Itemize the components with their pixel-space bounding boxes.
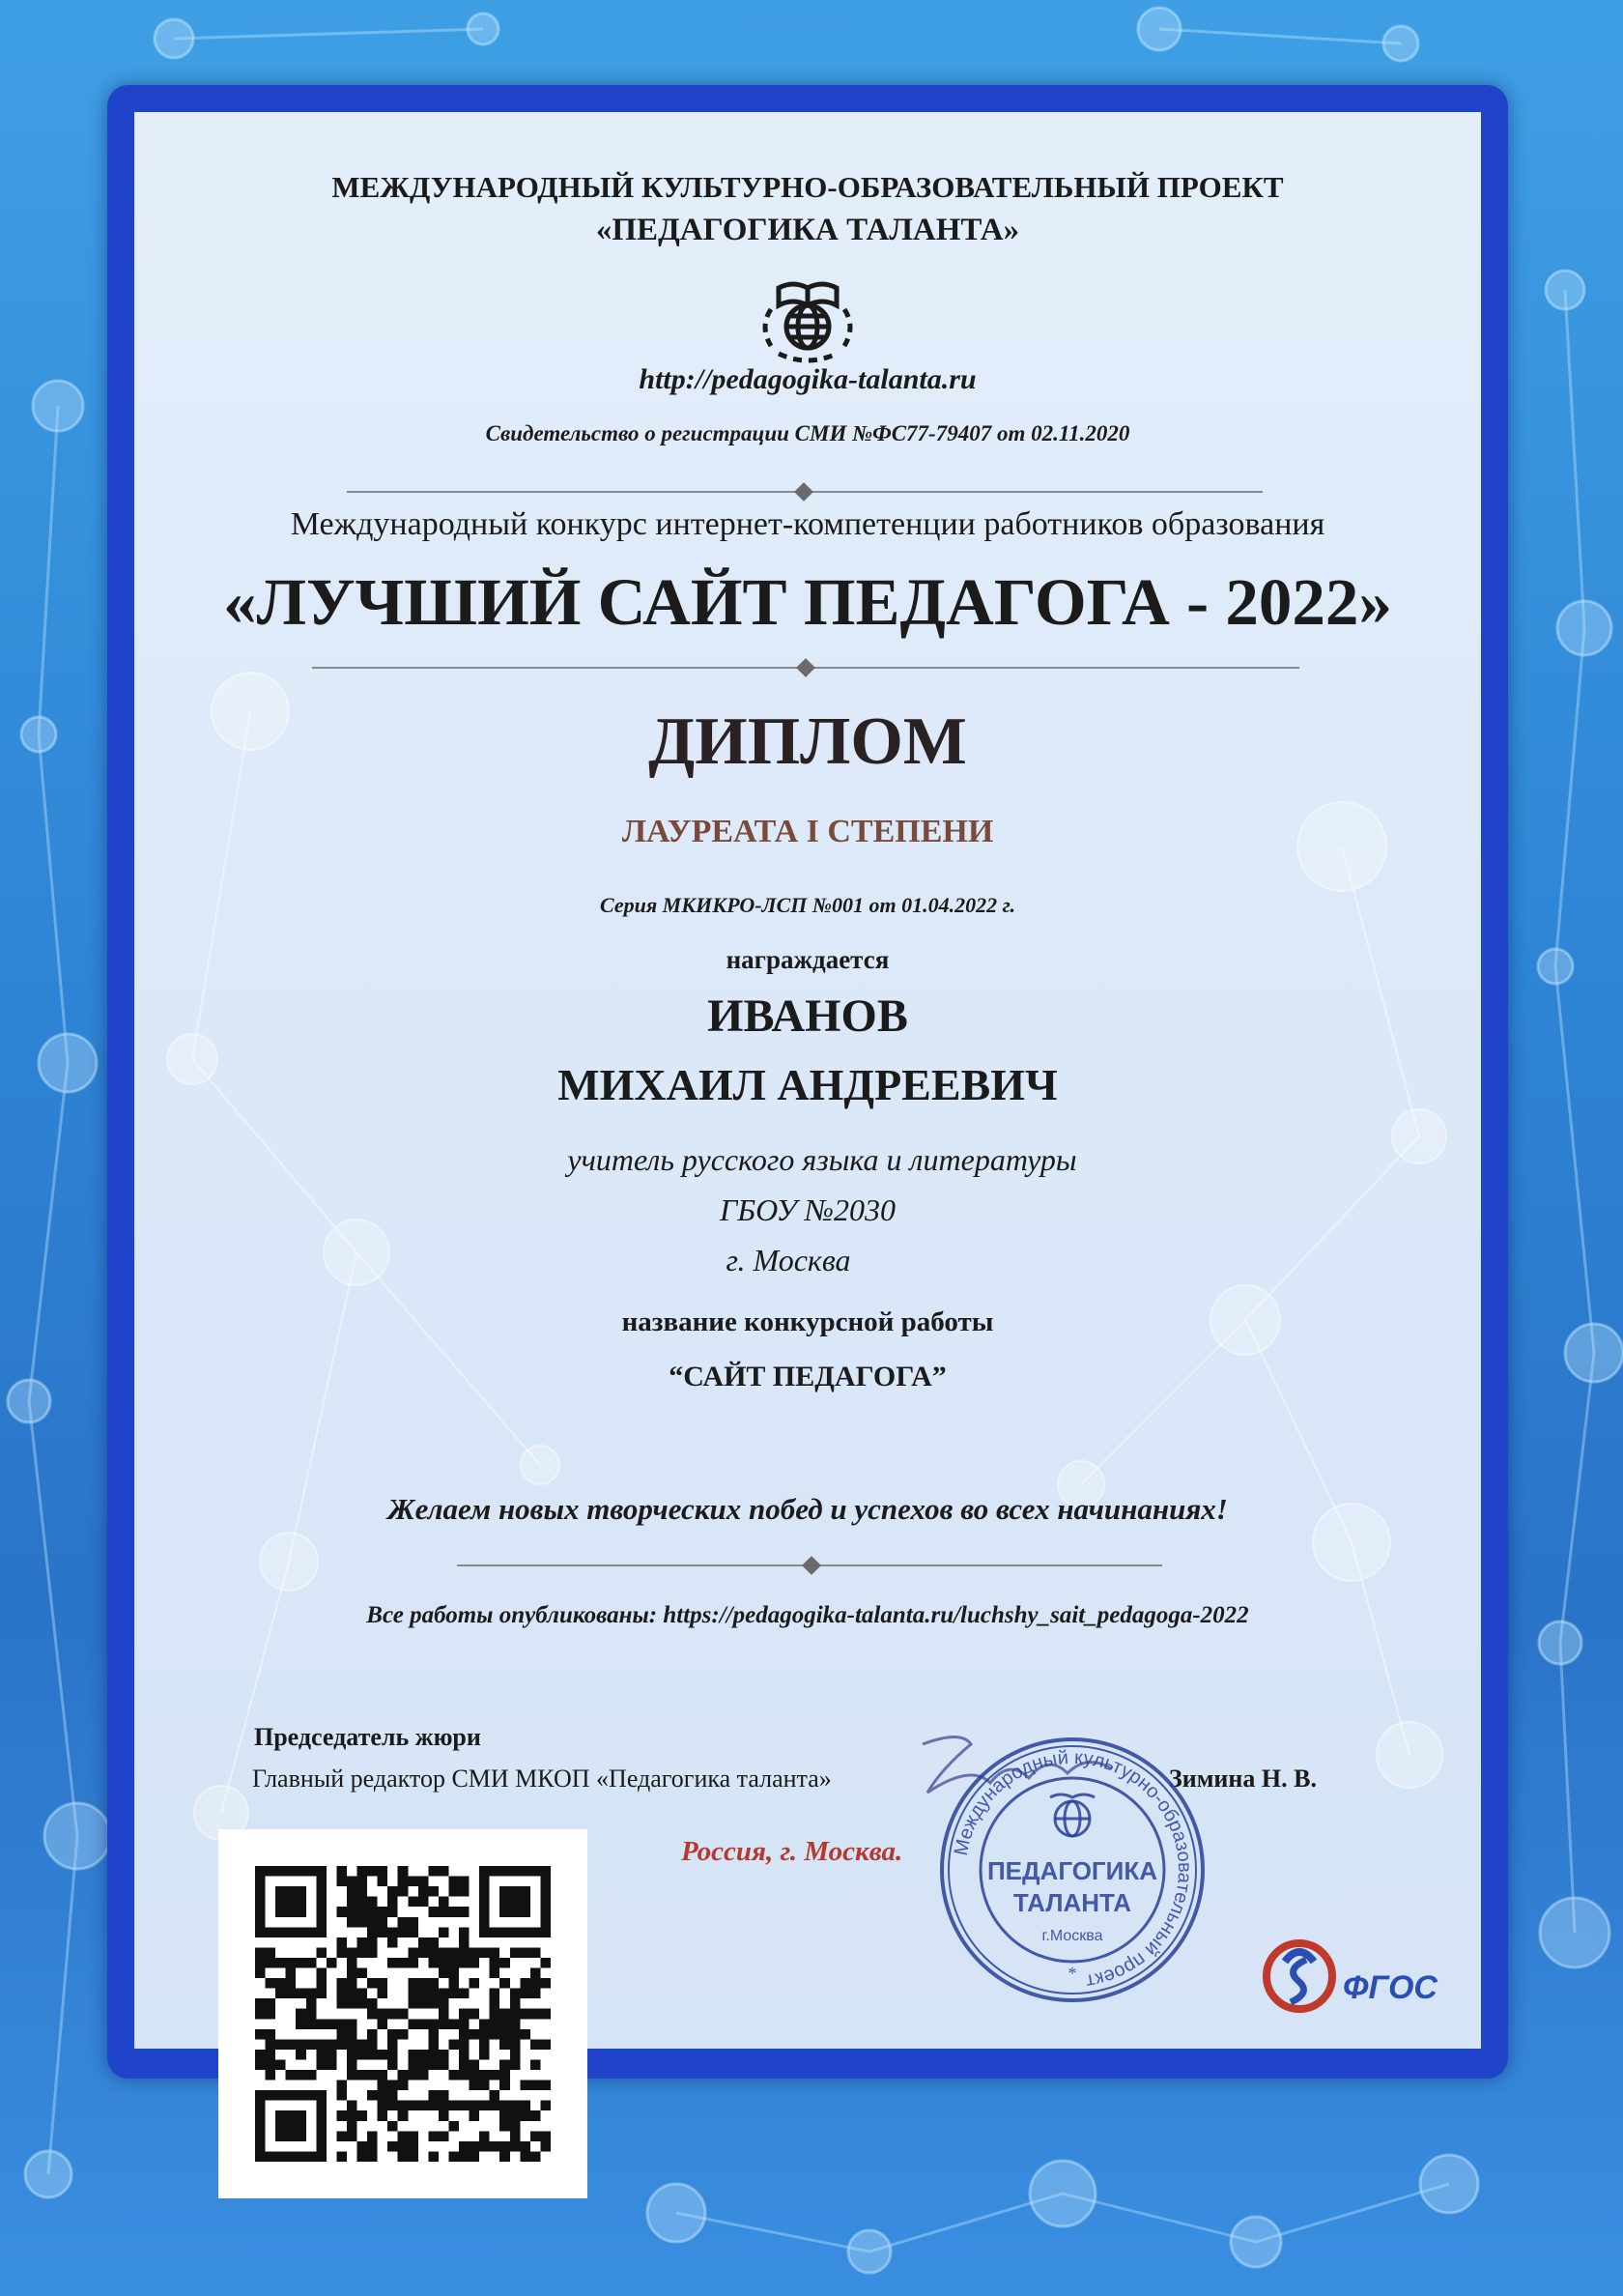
recipient-name: МИХАИЛ АНДРЕЕВИЧ: [557, 1060, 1058, 1109]
awarded-label: награждается: [726, 945, 890, 974]
certificate-sheet: [134, 112, 1481, 2049]
recipient-position: учитель русского языка и литературы: [567, 1142, 1077, 1177]
wish-text: Желаем новых творческих побед и успехов во всех начинаниях!: [387, 1492, 1228, 1526]
jury-chair-label: Председатель жюри: [254, 1723, 481, 1751]
stamp-center-line2: ТАЛАНТА: [1012, 1888, 1132, 1917]
recipient-city: г. Москва: [726, 1243, 851, 1277]
stamp-ring-text: Международный культурно-образовательный проект: [950, 1746, 1196, 1993]
contest-title: «ЛУЧШИЙ САЙТ ПЕДАГОГА - 2022»: [223, 565, 1392, 639]
qr-code[interactable]: [218, 1829, 587, 2198]
signer-name: Зимина Н. В.: [1169, 1765, 1317, 1793]
stamp-center-line1: ПЕДАГОГИКА: [986, 1856, 1158, 1885]
registration-text: Свидетельство о регистрации СМИ №ФС77-79407 от 02.11.2020: [485, 421, 1130, 445]
diploma-series: Серия МКИКРО-ЛСП №001 от 01.04.2022 г.: [600, 893, 1015, 917]
official-seal-stamp: [932, 1730, 1212, 2010]
project-title-line1: МЕЖДУНАРОДНЫЙ КУЛЬТУРНО-ОБРАЗОВАТЕЛЬНЫЙ ПРОЕКТ: [331, 170, 1284, 204]
contest-subtitle: Международный конкурс интернет-компетенции работников образования: [290, 506, 1325, 542]
qr-code-pattern: [255, 1866, 551, 2162]
work-title: “САЙТ ПЕДАГОГА”: [669, 1361, 947, 1392]
project-url: http://pedagogika-talanta.ru: [639, 363, 977, 395]
fgos-text: ФГОС: [1343, 1969, 1438, 2006]
chief-editor-label: Главный редактор СМИ МКОП «Педагогика таланта»: [252, 1765, 832, 1793]
place-text: Россия, г. Москва.: [681, 1836, 903, 1867]
published-link: Все работы опубликованы: https://pedagogika-talanta.ru/luchshy_sait_pedagoga-2022: [366, 1602, 1249, 1628]
svg-text:*: *: [1068, 1964, 1077, 1983]
recipient-school: ГБОУ №2030: [719, 1192, 897, 1227]
work-label: название конкурсной работы: [621, 1306, 994, 1337]
book-globe-logo-icon: [750, 259, 866, 363]
diploma-degree: ЛАУРЕАТА I СТЕПЕНИ: [621, 814, 994, 849]
recipient-surname: ИВАНОВ: [707, 990, 908, 1042]
fgos-logo: [1256, 1923, 1468, 2029]
project-title-line2: «ПЕДАГОГИКА ТАЛАНТА»: [595, 213, 1020, 247]
diploma-heading: ДИПЛОМ: [648, 704, 967, 779]
stamp-city: г.Москва: [1041, 1928, 1103, 1944]
